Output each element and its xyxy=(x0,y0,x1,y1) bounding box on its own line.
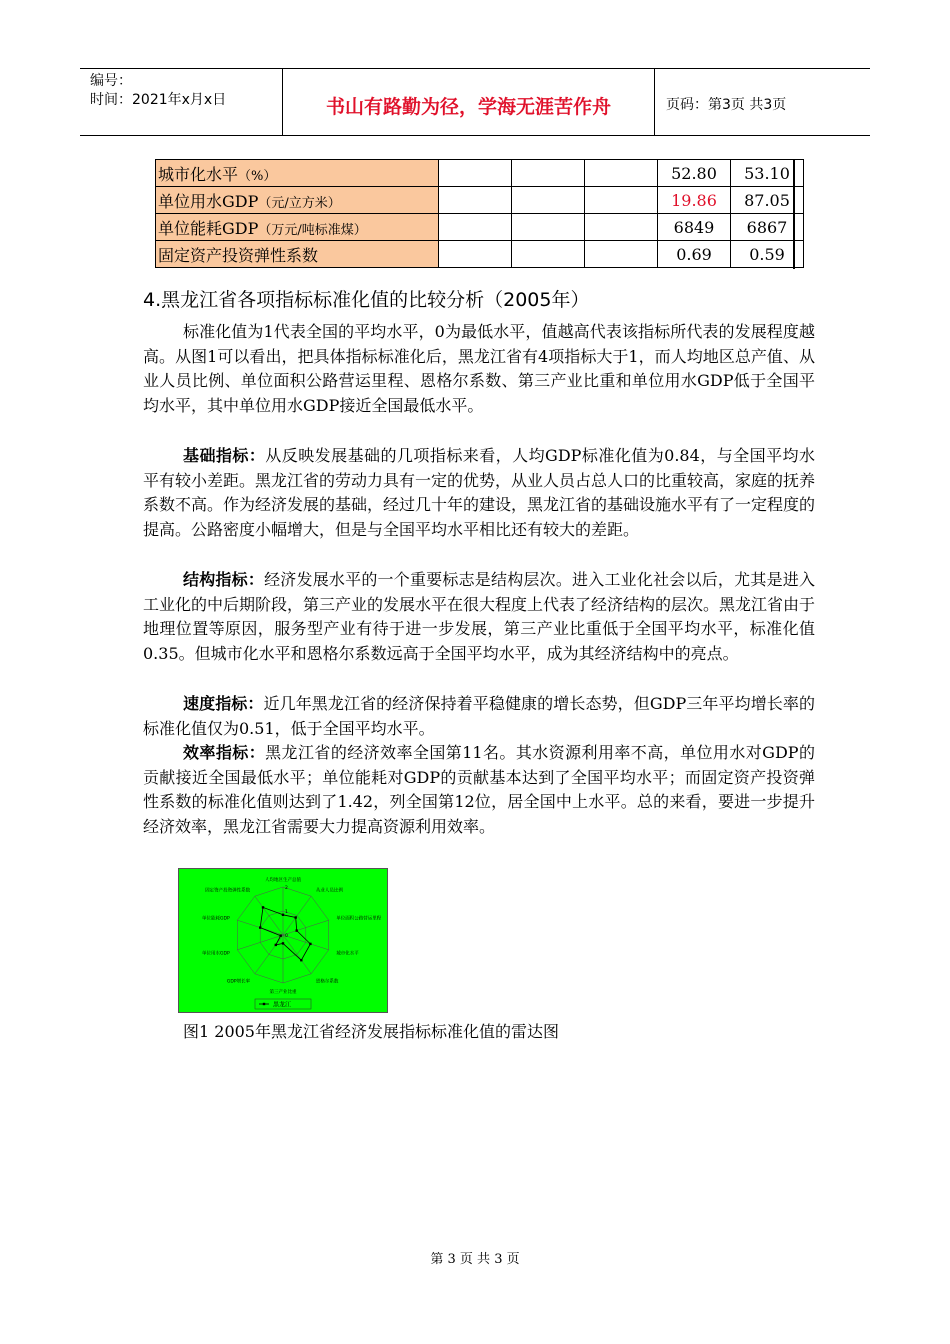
page-footer: 第 3 页 共 3 页 xyxy=(430,1252,520,1267)
radar-axis-label: 人均地区生产总值 xyxy=(265,878,301,883)
paragraph-intro: 标准化值为1代表全国的平均水平，0为最低水平，值越高代表该指标所代表的发展程度越高。从图1可以看出，把具体指标标准化后，黑龙江省有4项指标大于1，而人均地区总产值、从业人员比例、单位面积公路营运里程、恩格尔系数、第三产业比重和单位用水GDP低于全国平均水平，其中单位用水GDP接近全国最低水平。 xyxy=(143,322,815,415)
paragraph-efficiency: 效率指标：黑龙江省的经济效率全国第11名。其水资源利用率不高，单位用水对GDP的贡献接近全国最低水平；单位能耗对GDP的贡献基本达到了全国平均水平；而固定资产投资弹性系数的标准化值则达到了1.42，列全国第12位，居全国中上水平。总的来看，要进一步提升经济效率，黑龙江省需要大力提高资源利用效率。 xyxy=(143,743,815,836)
table-right-border xyxy=(793,159,795,269)
header-divider xyxy=(654,68,655,136)
figure-caption: 图1 2005年黑龙江省经济发展指标标准化值的雷达图 xyxy=(183,1022,559,1041)
header-meta xyxy=(90,72,226,110)
value-cell: 0.69 xyxy=(658,241,731,268)
radar-data-point xyxy=(259,926,261,928)
header-page-label: 页码：第3页 共3页 xyxy=(666,97,787,113)
radar-tick-label: 0 xyxy=(285,934,288,939)
row-label: 城市化水平（%） xyxy=(156,160,439,187)
table-row xyxy=(156,241,804,268)
value-cell: 87.05 xyxy=(731,187,804,214)
radar-tick-label: 1 xyxy=(285,910,288,915)
radar-data-point xyxy=(262,906,264,908)
number-label: 编号： xyxy=(90,73,132,89)
radar-spoke xyxy=(255,935,283,974)
radar-axis-label: GDP增长率 xyxy=(226,979,251,985)
value-cell: 6867 xyxy=(731,214,804,241)
paragraph-structure: 结构指标：经济发展水平的一个重要标志是结构层次。进入工业化社会以后，尤其是进入工业化的中后期阶段，第三产业的发展水平在很大程度上代表了经济结构的层次。黑龙江省由于地理位置等原因，服务型产业有待于进一步发展，第三产业比重低于全国平均水平，标准化值0.35。但城市化水平和恩格尔系数远高于全国平均水平，成为其经济结构中的亮点。 xyxy=(143,570,816,663)
radar-legend-label: 黑龙江 xyxy=(273,1001,292,1009)
radar-axis-label: 单位面积公路营运里程 xyxy=(336,916,382,922)
value-cell: 0.59 xyxy=(731,241,804,268)
header-bottom-rule xyxy=(80,135,870,136)
radar-chart xyxy=(178,868,388,1013)
radar-axis-label: 单位能耗GDP xyxy=(202,916,230,922)
radar-axis-label: 恩格尔系数 xyxy=(315,979,339,985)
value-cell: 52.80 xyxy=(658,160,731,187)
radar-data-point xyxy=(275,944,277,946)
value-cell: 6849 xyxy=(658,214,731,241)
indicator-table xyxy=(155,159,804,268)
section-heading: 4.黑龙江省各项指标标准化值的比较分析（2005年） xyxy=(143,289,590,311)
radar-data-point xyxy=(280,935,282,937)
row-label: 单位用水GDP（元/立方米） xyxy=(156,187,439,214)
value-cell: 19.86 xyxy=(658,187,731,214)
date-label: 时间：2021年x月x日 xyxy=(90,92,227,108)
value-cell: 53.10 xyxy=(731,160,804,187)
table-row xyxy=(156,187,804,214)
radar-axis-label: 城市化水平 xyxy=(336,951,359,957)
radar-legend-marker xyxy=(263,1003,265,1005)
radar-data-point xyxy=(295,916,297,918)
radar-tick-label: 2 xyxy=(285,886,288,891)
radar-axis-label: 单位用水GDP xyxy=(202,951,230,957)
radar-axis-label: 第三产业比重 xyxy=(269,990,297,995)
radar-data-point xyxy=(309,943,311,945)
row-label: 固定资产投资弹性系数 xyxy=(156,241,439,268)
radar-data-point xyxy=(282,914,284,916)
radar-data-point xyxy=(300,959,302,961)
paragraph-speed: 速度指标：近几年黑龙江省的经济保持着平稳健康的增长态势，但GDP三年平均增长率的标准化值仅为0.51，低于全国平均水平。 xyxy=(143,694,815,738)
radar-data-point xyxy=(282,942,284,944)
radar-axis-label: 从业人员比例 xyxy=(315,888,343,894)
radar-spoke xyxy=(255,896,283,935)
radar-axis-label: 固定资产投资弹性系数 xyxy=(205,888,251,894)
paragraph-basis: 基础指标：从反映发展基础的几项指标来看，人均GDP标准化值为0.84，与全国平均水平有较小差距。黑龙江省的劳动力具有一定的优势，从业人员占总人口的比重较高，家庭的抚养系数不高。作为经济发展的基础，经过几十年的建设，黑龙江省的基础设施水平有了一定程度的提高。公路密度小幅增大，但是与全国平均水平相比还有较大的差距。 xyxy=(143,446,816,539)
radar-chart-svg xyxy=(179,869,387,1012)
header-top-rule xyxy=(80,68,870,69)
radar-data-point xyxy=(296,929,298,931)
table-row xyxy=(156,214,804,241)
header-motto: 书山有路勤为径，学海无涯苦作舟 xyxy=(325,96,611,118)
table-row xyxy=(156,160,804,187)
row-label: 单位能耗GDP（万元/吨标准煤） xyxy=(156,214,439,241)
